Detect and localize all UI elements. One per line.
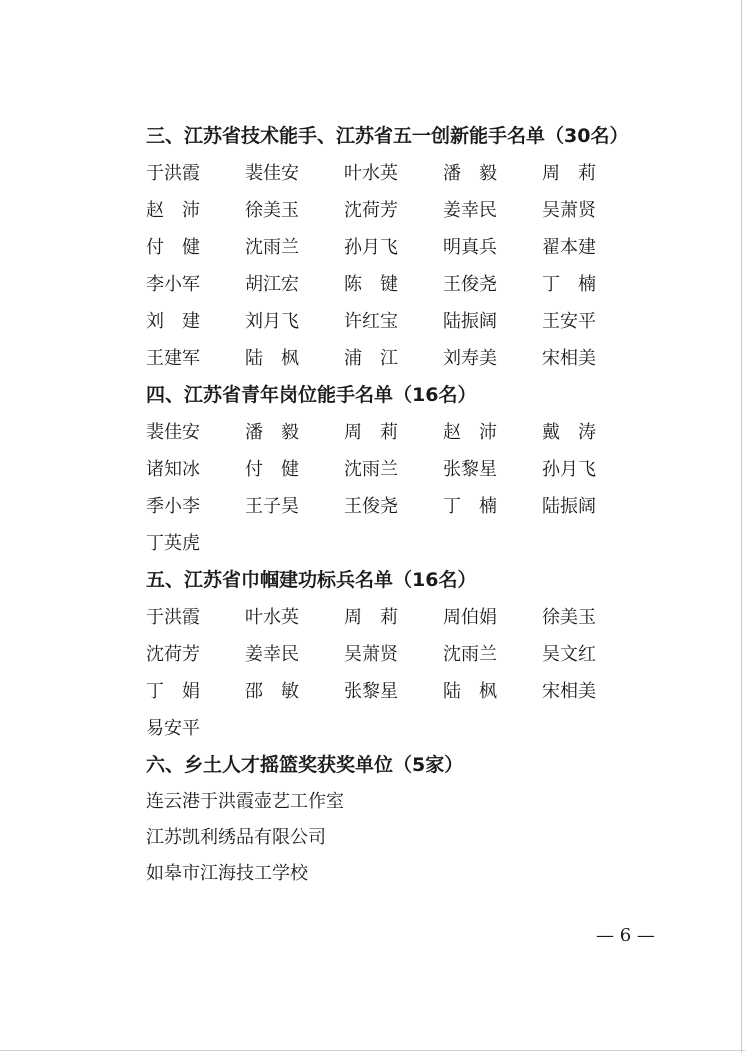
name-entry: 浦 江 <box>344 348 398 369</box>
section-heading: 三、江苏省技术能手、江苏省五一创新能手名单（30名） <box>146 125 629 147</box>
name-entry: 付 健 <box>146 237 200 258</box>
section-heading: 五、江苏省巾帼建功标兵名单（16名） <box>146 569 477 591</box>
name-entry: 许红宝 <box>344 311 398 332</box>
name-entry: 沈雨兰 <box>245 237 299 258</box>
name-entry: 诸知冰 <box>146 459 200 480</box>
name-entry: 刘月飞 <box>245 311 299 332</box>
name-entry: 姜幸民 <box>245 644 299 665</box>
name-entry: 王子昊 <box>245 496 299 517</box>
name-entry: 易安平 <box>146 718 200 739</box>
unit-entry: 江苏凯利绣品有限公司 <box>146 827 326 848</box>
name-entry: 张黎星 <box>443 459 497 480</box>
name-entry: 叶水英 <box>344 163 398 184</box>
name-entry: 周 莉 <box>542 163 596 184</box>
name-entry: 付 健 <box>245 459 299 480</box>
name-entry: 王俊尧 <box>344 496 398 517</box>
page-edge-bottom <box>0 1050 745 1051</box>
name-entry: 刘 建 <box>146 311 200 332</box>
name-entry: 翟本建 <box>542 237 596 258</box>
section-heading: 六、乡土人才摇篮奖获奖单位（5家） <box>146 754 464 776</box>
name-entry: 徐美玉 <box>245 200 299 221</box>
section-heading: 四、江苏省青年岗位能手名单（16名） <box>146 384 477 406</box>
name-entry: 陆振阔 <box>443 311 497 332</box>
name-entry: 周 莉 <box>344 422 398 443</box>
section-technical-experts <box>146 118 666 377</box>
name-entry: 叶水英 <box>245 607 299 628</box>
name-entry: 李小军 <box>146 274 200 295</box>
name-entry: 季小李 <box>146 496 200 517</box>
name-entry: 孙月飞 <box>542 459 596 480</box>
name-entry: 陆 枫 <box>443 681 497 702</box>
name-entry: 姜幸民 <box>443 200 497 221</box>
name-entry: 宋相美 <box>542 681 596 702</box>
name-entry: 赵 沛 <box>443 422 497 443</box>
name-entry: 张黎星 <box>344 681 398 702</box>
name-entry: 丁 楠 <box>542 274 596 295</box>
name-entry: 周 莉 <box>344 607 398 628</box>
name-entry: 陈 键 <box>344 274 398 295</box>
unit-entry: 如皋市江海技工学校 <box>146 863 308 884</box>
document-body <box>146 118 666 892</box>
name-entry: 于洪霞 <box>146 163 200 184</box>
name-list <box>146 599 666 747</box>
name-entry: 丁 楠 <box>443 496 497 517</box>
name-entry: 吴萧贤 <box>542 200 596 221</box>
name-entry: 周伯娟 <box>443 607 497 628</box>
name-entry: 陆振阔 <box>542 496 596 517</box>
name-entry: 赵 沛 <box>146 200 200 221</box>
name-entry: 于洪霞 <box>146 607 200 628</box>
name-list <box>146 414 666 562</box>
name-entry: 沈荷芳 <box>146 644 200 665</box>
name-entry: 潘 毅 <box>443 163 497 184</box>
name-entry: 丁 娟 <box>146 681 200 702</box>
name-entry: 沈雨兰 <box>344 459 398 480</box>
name-entry: 孙月飞 <box>344 237 398 258</box>
name-entry: 王俊尧 <box>443 274 497 295</box>
name-entry: 裴佳安 <box>146 422 200 443</box>
name-list <box>146 155 666 377</box>
name-entry: 徐美玉 <box>542 607 596 628</box>
page-number: — 6 — <box>596 925 655 946</box>
section-women-model-workers <box>146 562 666 747</box>
name-entry: 沈荷芳 <box>344 200 398 221</box>
name-entry: 王安平 <box>542 311 596 332</box>
page-edge-right <box>741 0 742 1053</box>
name-entry: 陆 枫 <box>245 348 299 369</box>
name-entry: 丁英虎 <box>146 533 200 554</box>
section-rural-talent-units <box>146 747 666 892</box>
section-youth-post-experts <box>146 377 666 562</box>
name-entry: 戴 涛 <box>542 422 596 443</box>
name-entry: 明真兵 <box>443 237 497 258</box>
unit-entry: 连云港于洪霞壶艺工作室 <box>146 791 344 812</box>
name-entry: 潘 毅 <box>245 422 299 443</box>
name-entry: 沈雨兰 <box>443 644 497 665</box>
name-entry: 吴萧贤 <box>344 644 398 665</box>
name-entry: 裴佳安 <box>245 163 299 184</box>
name-entry: 胡江宏 <box>245 274 299 295</box>
name-entry: 王建军 <box>146 348 200 369</box>
name-entry: 刘寿美 <box>443 348 497 369</box>
name-entry: 宋相美 <box>542 348 596 369</box>
name-entry: 邵 敏 <box>245 681 299 702</box>
name-entry: 吴文红 <box>542 644 596 665</box>
